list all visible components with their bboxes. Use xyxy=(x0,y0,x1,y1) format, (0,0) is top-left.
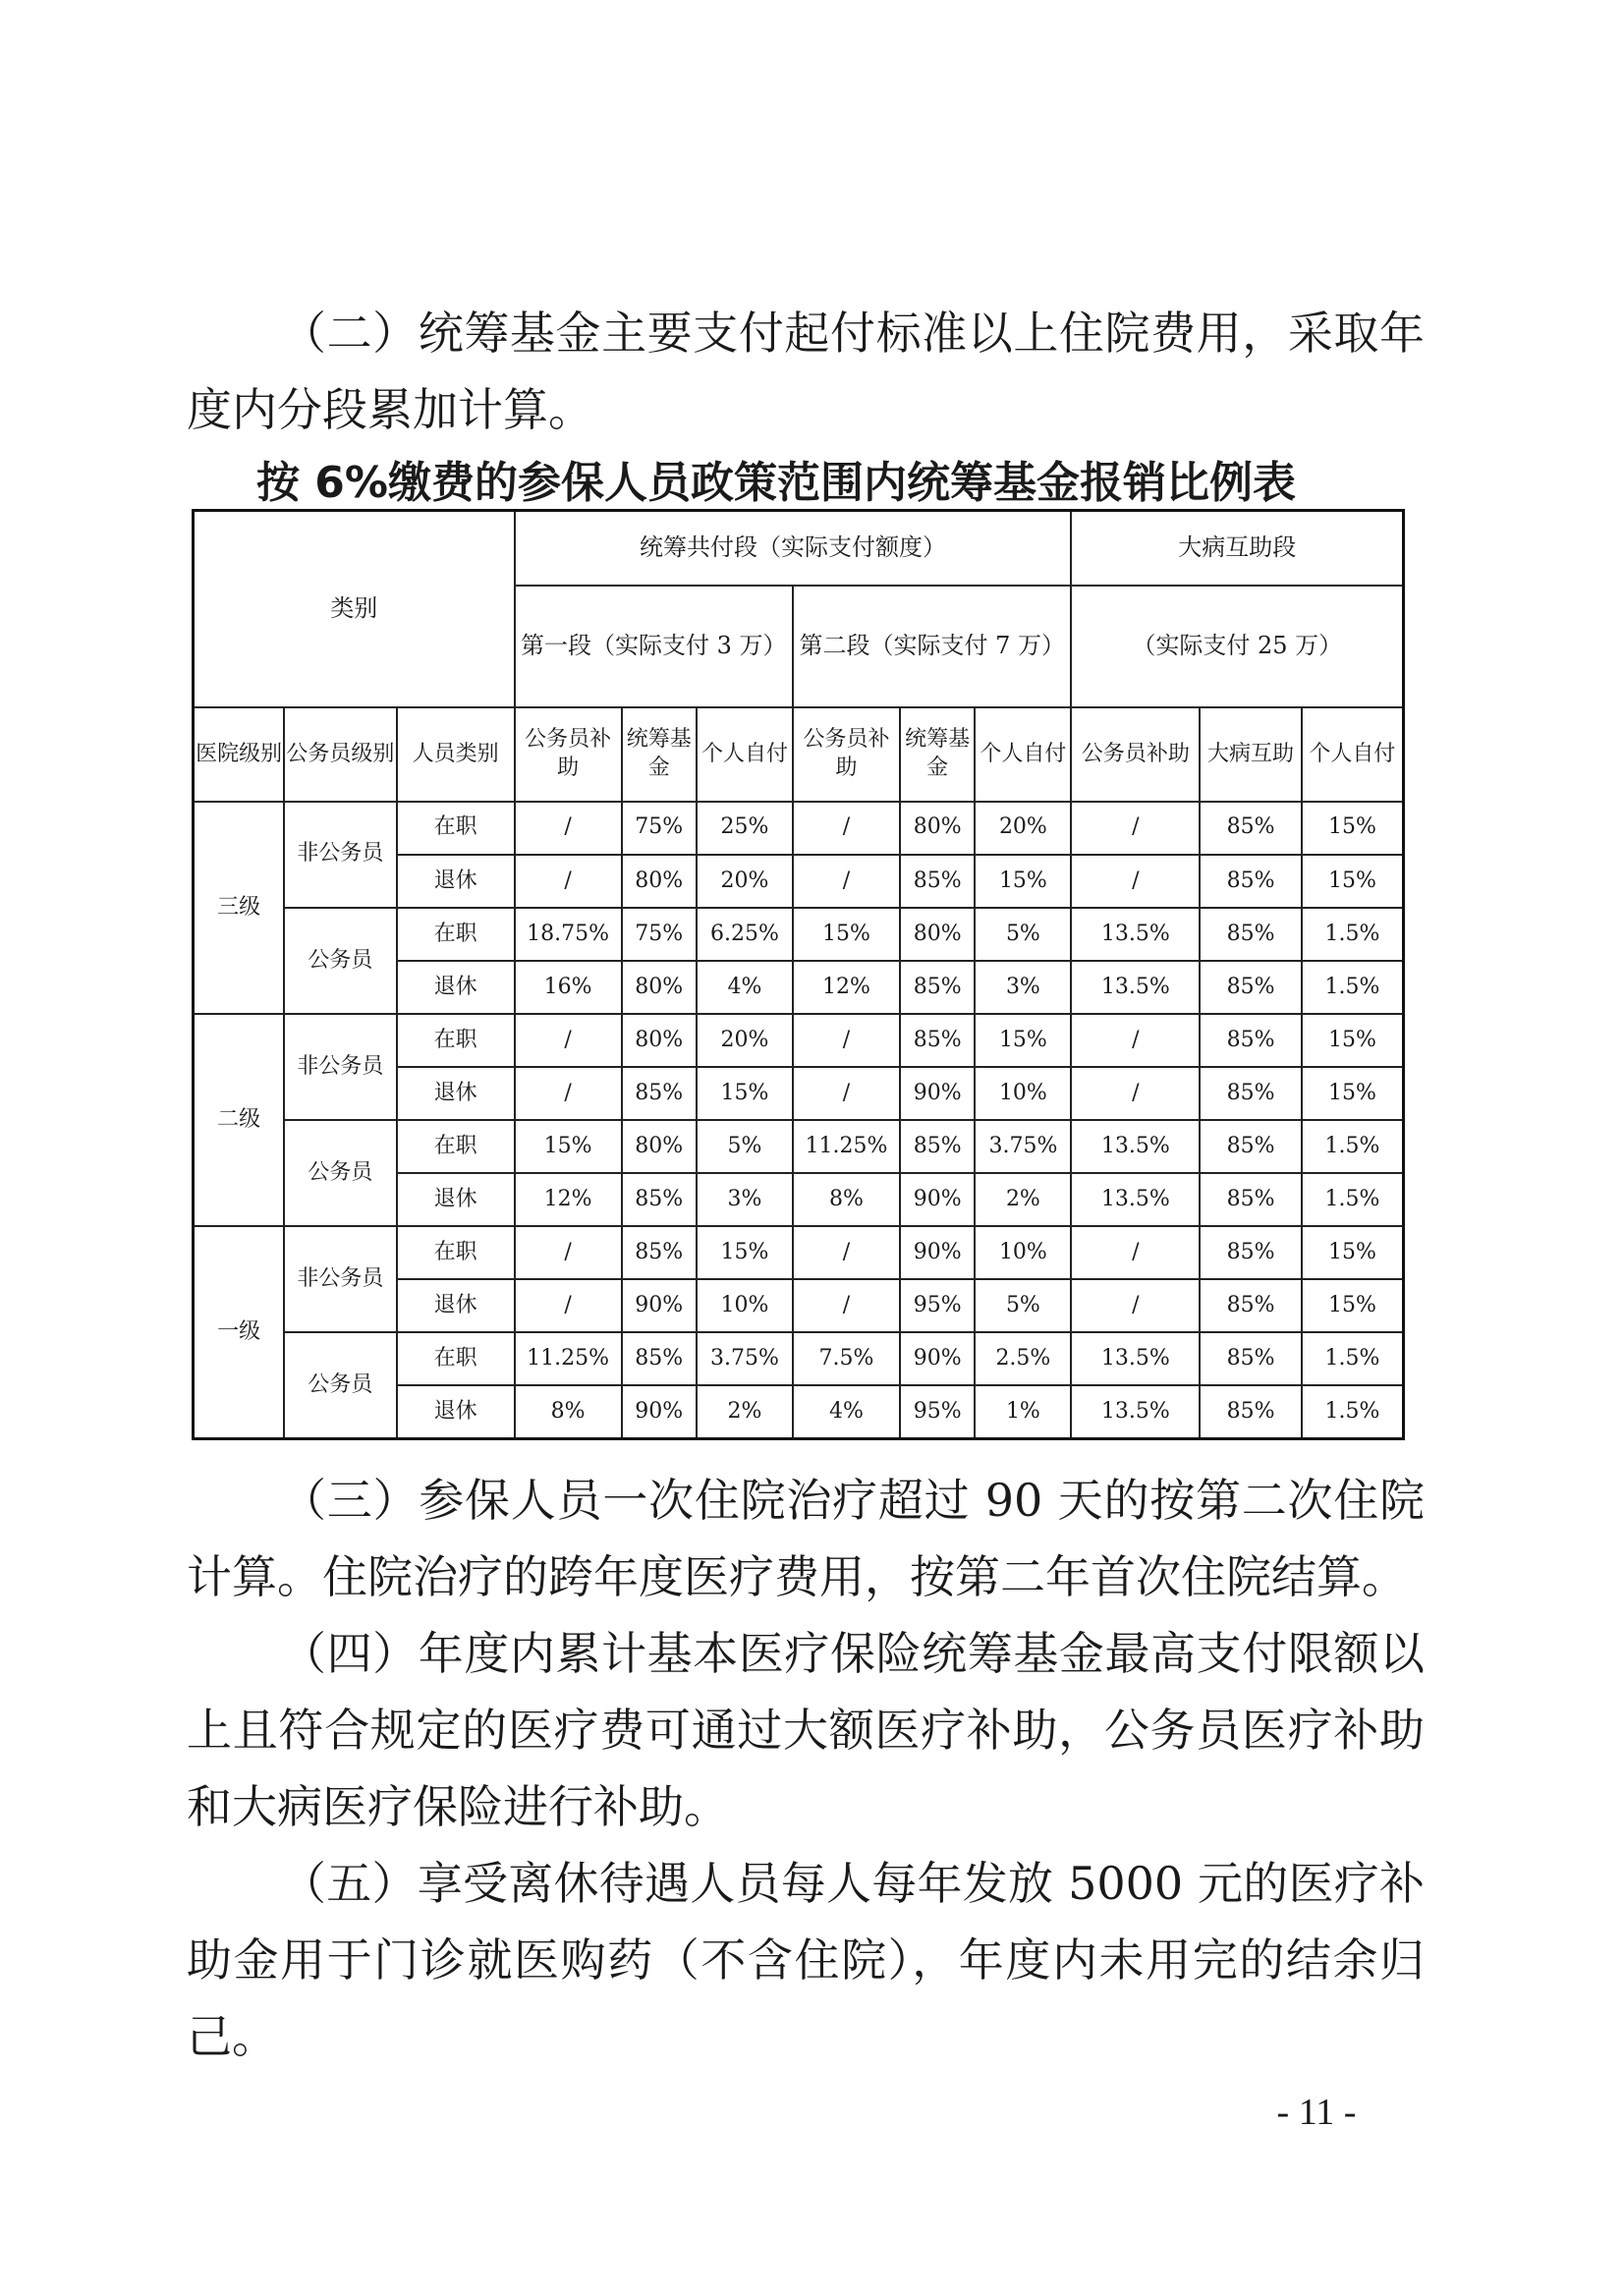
table-cell: 20% xyxy=(697,1014,793,1067)
table-cell: 1.5% xyxy=(1302,1120,1404,1173)
table-cell: 15% xyxy=(1302,1067,1404,1120)
table-cell: 13.5% xyxy=(1071,1173,1200,1226)
page-number: - 11 - xyxy=(1276,2092,1357,2133)
hospital-level-cell: 二级 xyxy=(194,1014,285,1226)
table-row xyxy=(194,1014,1404,1067)
table-cell: 90% xyxy=(900,1332,975,1385)
table-cell: 85% xyxy=(900,1120,975,1173)
table-cell: 8% xyxy=(793,1173,900,1226)
table-cell: 85% xyxy=(900,1014,975,1067)
table-cell: / xyxy=(793,855,900,908)
table-cell: 15% xyxy=(1302,1226,1404,1279)
table-cell: / xyxy=(1071,1226,1200,1279)
table-cell: 8% xyxy=(515,1385,622,1438)
segment-3-header: （实际支付 25 万） xyxy=(1071,586,1403,707)
non-civil-servant-cell: 非公务员 xyxy=(284,1014,396,1120)
table-cell: 3% xyxy=(697,1173,793,1226)
table-cell: 85% xyxy=(1200,1014,1302,1067)
column-header: 大病互助 xyxy=(1200,707,1302,802)
table-cell: 10% xyxy=(697,1279,793,1332)
personnel-type-cell: 在职 xyxy=(397,1226,515,1279)
column-header: 统筹基金 xyxy=(622,707,697,802)
table-cell: 12% xyxy=(793,961,900,1014)
table-row xyxy=(194,1226,1404,1279)
column-header: 公务员级别 xyxy=(284,707,396,802)
table-cell: 1.5% xyxy=(1302,1173,1404,1226)
civil-servant-cell: 公务员 xyxy=(284,908,396,1014)
table-cell: 15% xyxy=(975,1014,1071,1067)
table-cell: / xyxy=(793,1279,900,1332)
table-title: 按 6%缴费的参保人员政策范围内统筹基金报销比例表 xyxy=(255,458,1297,508)
civil-servant-cell: 公务员 xyxy=(284,1120,396,1226)
table-cell: / xyxy=(1071,1067,1200,1120)
table-cell: 11.25% xyxy=(793,1120,900,1173)
table-row xyxy=(194,1332,1404,1385)
table-cell: 15% xyxy=(1302,1014,1404,1067)
table-cell: 15% xyxy=(1302,1279,1404,1332)
table-cell: 6.25% xyxy=(697,908,793,961)
table-cell: 1.5% xyxy=(1302,961,1404,1014)
table-cell: / xyxy=(515,1067,622,1120)
personnel-type-cell: 退休 xyxy=(397,1385,515,1438)
critical-illness-header: 大病互助段 xyxy=(1071,511,1403,587)
table-cell: 1.5% xyxy=(1302,1332,1404,1385)
personnel-type-cell: 在职 xyxy=(397,1014,515,1067)
table-cell: 15% xyxy=(1302,802,1404,855)
column-header: 公务员补助 xyxy=(793,707,900,802)
table-cell: 90% xyxy=(900,1226,975,1279)
table-cell: 10% xyxy=(975,1067,1071,1120)
table-cell: / xyxy=(793,1067,900,1120)
table-cell: 85% xyxy=(622,1173,697,1226)
personnel-type-cell: 在职 xyxy=(397,1120,515,1173)
table-cell: 85% xyxy=(1200,855,1302,908)
table-cell: / xyxy=(1071,1279,1200,1332)
category-header: 类别 xyxy=(194,511,515,707)
table-cell: 80% xyxy=(622,1120,697,1173)
column-header: 个人自付 xyxy=(975,707,1071,802)
table-cell: 75% xyxy=(622,908,697,961)
table-cell: 80% xyxy=(622,855,697,908)
table-cell: 10% xyxy=(975,1226,1071,1279)
personnel-type-cell: 在职 xyxy=(397,802,515,855)
table-cell: 5% xyxy=(975,1279,1071,1332)
table-cell: 2.5% xyxy=(975,1332,1071,1385)
table-cell: 13.5% xyxy=(1071,1385,1200,1438)
table-cell: 15% xyxy=(697,1067,793,1120)
hospital-level-cell: 一级 xyxy=(194,1226,285,1438)
table-cell: 80% xyxy=(622,1014,697,1067)
paragraph-2: （二）统筹基金主要支付起付标准以上住院费用，采取年度内分段累加计算。 xyxy=(187,307,1425,436)
table-cell: 95% xyxy=(900,1279,975,1332)
table-cell: / xyxy=(1071,855,1200,908)
paragraph-4: （四）年度内累计基本医疗保险统筹基金最高支付限额以上且符合规定的医疗费可通过大额医疗补助，公务员医疗补助和大病医疗保险进行补助。 xyxy=(187,1627,1425,1833)
table-cell: 12% xyxy=(515,1173,622,1226)
table-cell: 16% xyxy=(515,961,622,1014)
table-cell: 11.25% xyxy=(515,1332,622,1385)
table-cell: 85% xyxy=(1200,1067,1302,1120)
table-cell: / xyxy=(515,1014,622,1067)
personnel-type-cell: 退休 xyxy=(397,1173,515,1226)
table-cell: / xyxy=(793,1014,900,1067)
table-cell: 90% xyxy=(900,1067,975,1120)
column-header: 统筹基金 xyxy=(900,707,975,802)
table-cell: 20% xyxy=(975,802,1071,855)
table-cell: 80% xyxy=(900,908,975,961)
table-cell: 18.75% xyxy=(515,908,622,961)
segment-2-header: 第二段（实际支付 7 万） xyxy=(793,586,1071,707)
table-cell: 85% xyxy=(1200,1385,1302,1438)
table-cell: 85% xyxy=(1200,1332,1302,1385)
table-row xyxy=(194,908,1404,961)
table-cell: 13.5% xyxy=(1071,908,1200,961)
table-cell: 85% xyxy=(1200,961,1302,1014)
table-cell: / xyxy=(1071,802,1200,855)
table-cell: 15% xyxy=(975,855,1071,908)
table-cell: 3.75% xyxy=(697,1332,793,1385)
table-cell: / xyxy=(1071,1014,1200,1067)
table-row xyxy=(194,802,1404,855)
table-cell: 90% xyxy=(622,1385,697,1438)
table-cell: 1% xyxy=(975,1385,1071,1438)
table-cell: 1.5% xyxy=(1302,1385,1404,1438)
hospital-level-cell: 三级 xyxy=(194,802,285,1014)
column-header: 医院级别 xyxy=(194,707,285,802)
column-header: 公务员补助 xyxy=(1071,707,1200,802)
table-cell: 2% xyxy=(697,1385,793,1438)
paragraph-5: （五）享受离休待遇人员每人每年发放 5000 元的医疗补助金用于门诊就医购药（不含住院），年度内未用完的结余归己。 xyxy=(187,1857,1425,2063)
table-cell: 80% xyxy=(900,802,975,855)
table-cell: 25% xyxy=(697,802,793,855)
non-civil-servant-cell: 非公务员 xyxy=(284,802,396,908)
table-cell: 15% xyxy=(515,1120,622,1173)
table-cell: 15% xyxy=(1302,855,1404,908)
column-header: 公务员补助 xyxy=(515,707,622,802)
table-cell: 2% xyxy=(975,1173,1071,1226)
reimbursement-ratio-table xyxy=(192,509,1405,1440)
personnel-type-cell: 退休 xyxy=(397,1279,515,1332)
table-cell: 3% xyxy=(975,961,1071,1014)
table-cell: 13.5% xyxy=(1071,961,1200,1014)
table-cell: / xyxy=(793,802,900,855)
segment-1-header: 第一段（实际支付 3 万） xyxy=(515,586,793,707)
table-cell: 85% xyxy=(1200,1120,1302,1173)
table-cell: 85% xyxy=(1200,1173,1302,1226)
table-cell: 85% xyxy=(900,855,975,908)
table-cell: 20% xyxy=(697,855,793,908)
table-cell: 85% xyxy=(1200,1279,1302,1332)
table-cell: 15% xyxy=(793,908,900,961)
table-cell: 13.5% xyxy=(1071,1120,1200,1173)
column-header: 人员类别 xyxy=(397,707,515,802)
table-cell: / xyxy=(793,1226,900,1279)
personnel-type-cell: 退休 xyxy=(397,1067,515,1120)
table-cell: 4% xyxy=(697,961,793,1014)
column-header: 个人自付 xyxy=(697,707,793,802)
personnel-type-cell: 退休 xyxy=(397,855,515,908)
civil-servant-cell: 公务员 xyxy=(284,1332,396,1438)
paragraph-3: （三）参保人员一次住院治疗超过 90 天的按第二次住院计算。住院治疗的跨年度医疗费用，按第二年首次住院结算。 xyxy=(187,1474,1425,1603)
table-cell: 85% xyxy=(1200,908,1302,961)
table-cell: 15% xyxy=(697,1226,793,1279)
table-cell: / xyxy=(515,1226,622,1279)
table-cell: / xyxy=(515,855,622,908)
table-cell: 3.75% xyxy=(975,1120,1071,1173)
table-row xyxy=(194,1120,1404,1173)
table-cell: / xyxy=(515,802,622,855)
table-cell: 4% xyxy=(793,1385,900,1438)
table-cell: 85% xyxy=(1200,1226,1302,1279)
personnel-type-cell: 在职 xyxy=(397,1332,515,1385)
table-cell: 85% xyxy=(1200,802,1302,855)
table-cell: 90% xyxy=(622,1279,697,1332)
table-cell: 5% xyxy=(975,908,1071,961)
table-cell: 85% xyxy=(622,1067,697,1120)
personnel-type-cell: 退休 xyxy=(397,961,515,1014)
pooled-segment-header: 统筹共付段（实际支付额度） xyxy=(515,511,1072,587)
table-cell: 85% xyxy=(622,1332,697,1385)
table-cell: 13.5% xyxy=(1071,1332,1200,1385)
table-cell: 90% xyxy=(900,1173,975,1226)
table-cell: 85% xyxy=(622,1226,697,1279)
table-cell: 85% xyxy=(900,961,975,1014)
column-header: 个人自付 xyxy=(1302,707,1404,802)
non-civil-servant-cell: 非公务员 xyxy=(284,1226,396,1332)
personnel-type-cell: 在职 xyxy=(397,908,515,961)
table-cell: 7.5% xyxy=(793,1332,900,1385)
table-cell: 80% xyxy=(622,961,697,1014)
table-cell: 1.5% xyxy=(1302,908,1404,961)
table-cell: / xyxy=(515,1279,622,1332)
table-cell: 75% xyxy=(622,802,697,855)
table-cell: 5% xyxy=(697,1120,793,1173)
table-cell: 95% xyxy=(900,1385,975,1438)
